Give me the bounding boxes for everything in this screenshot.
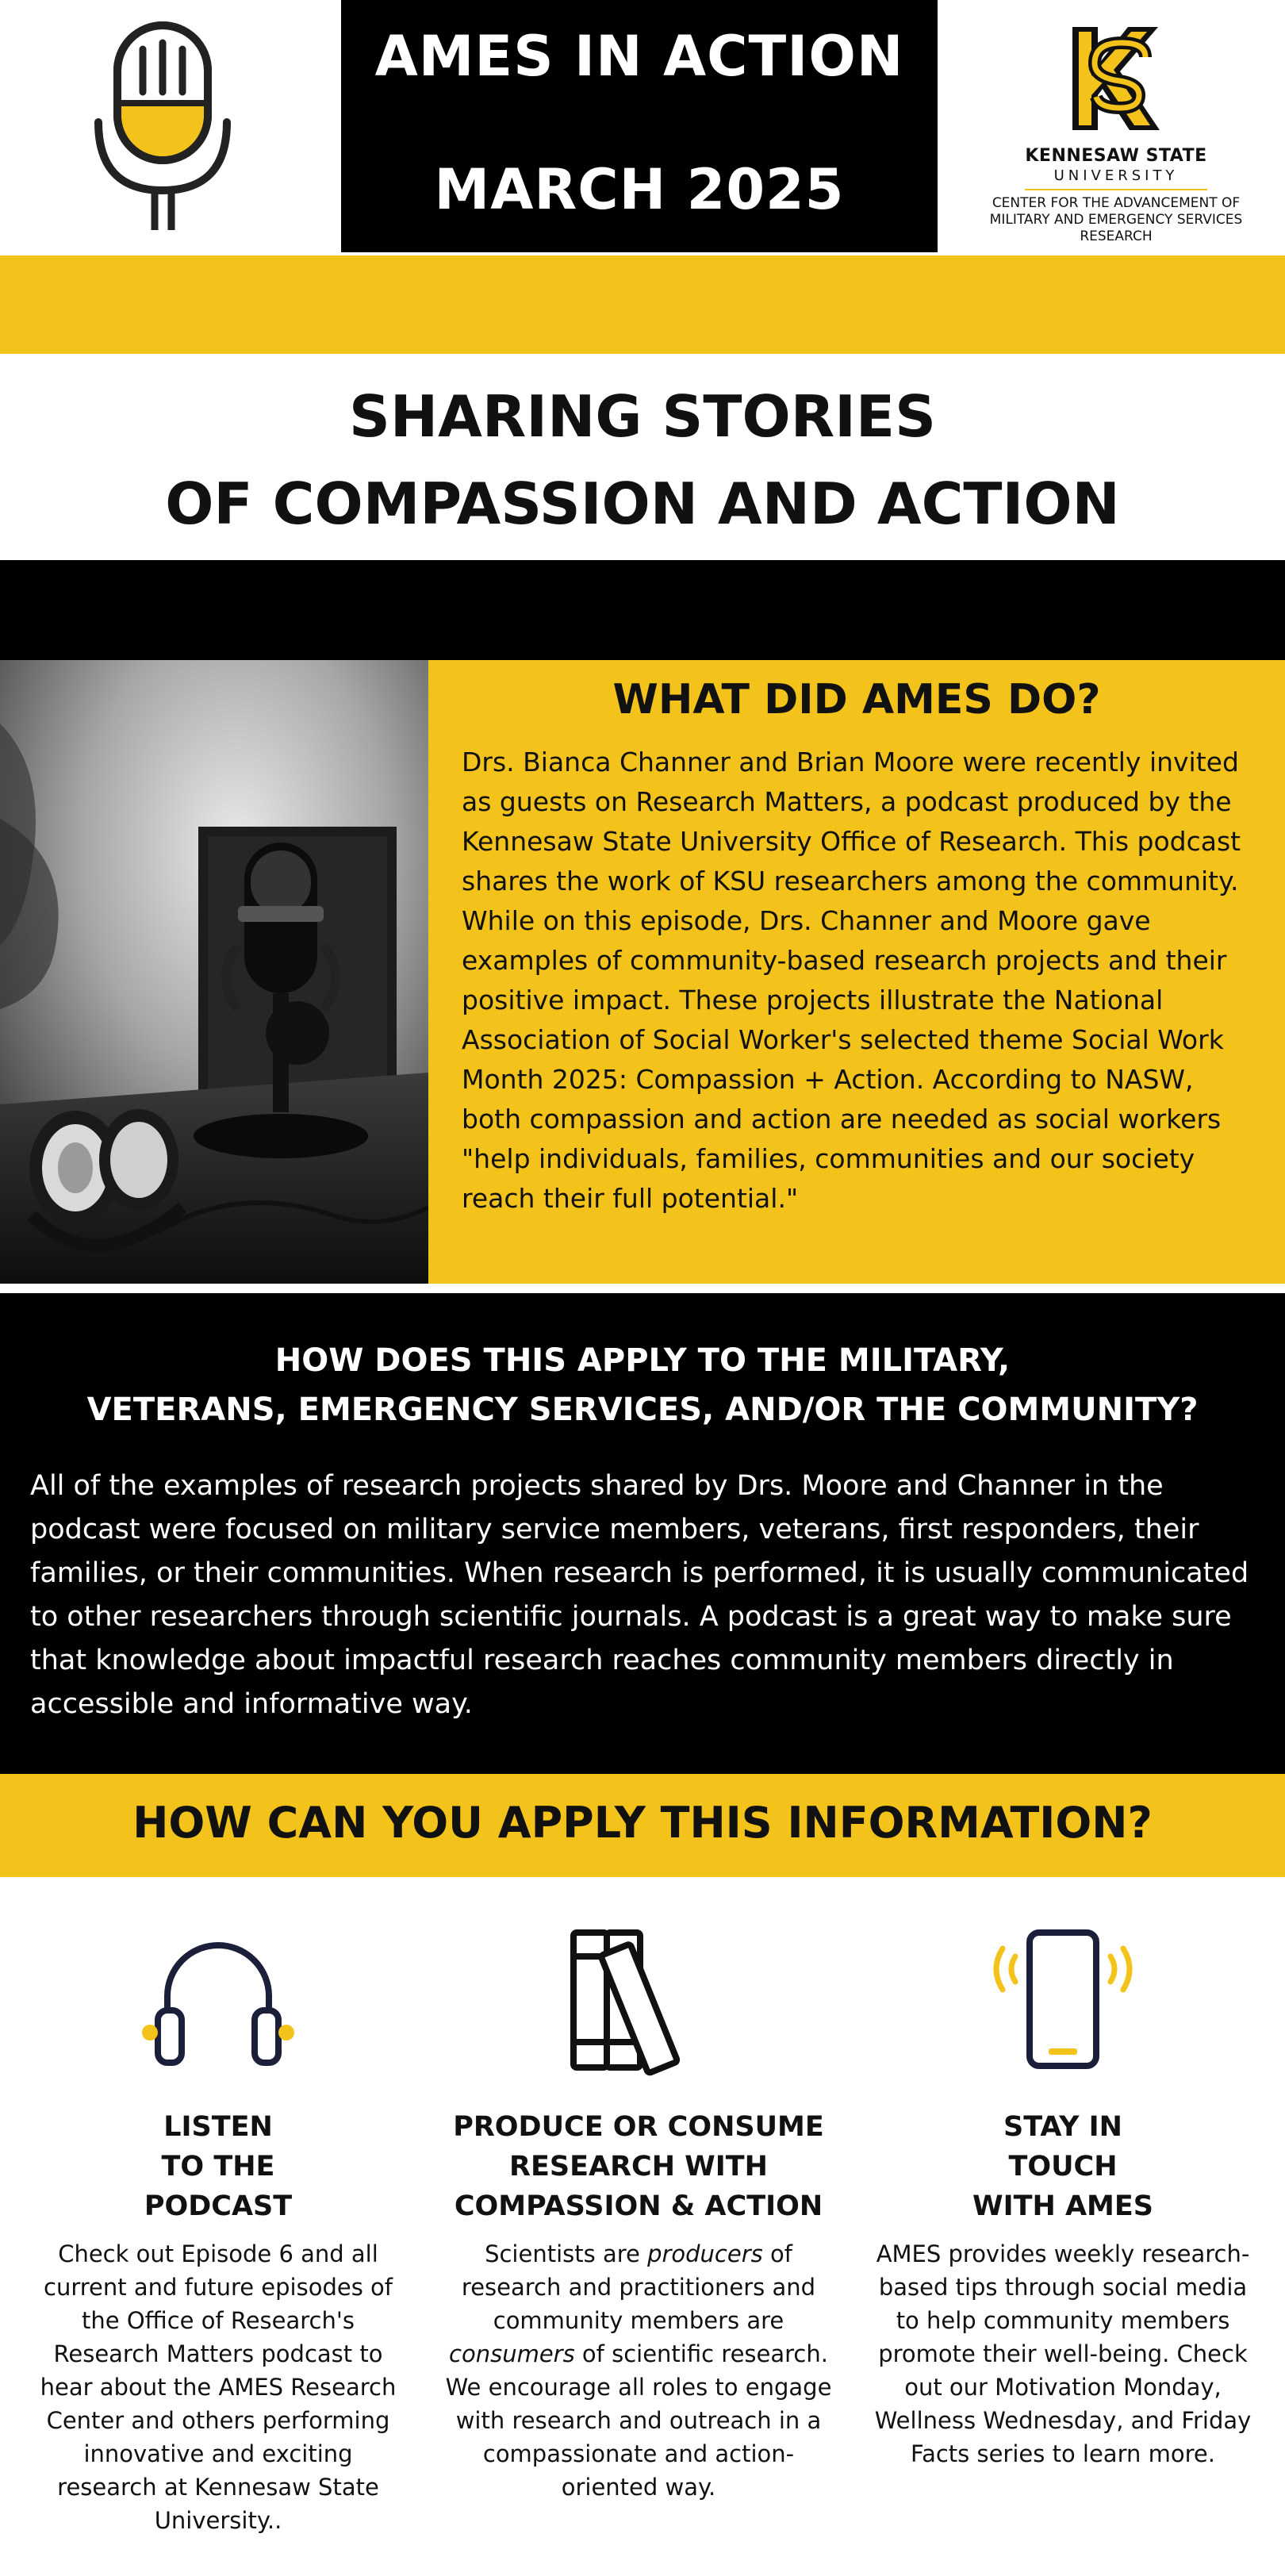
- column-produce-title-line-2: RESEARCH WITH: [509, 2151, 768, 2182]
- apply-you-heading: HOW CAN YOU APPLY THIS INFORMATION?: [132, 1798, 1153, 1848]
- ksu-logo: [969, 19, 1263, 244]
- apply-military-heading: [0, 1336, 1285, 1434]
- header: [0, 0, 1285, 252]
- column-stay-title-line-2: TOUCH: [1008, 2151, 1118, 2182]
- white-divider: [0, 1284, 1285, 1293]
- column-produce-body: [444, 2237, 833, 2504]
- newsletter-date: MARCH 2025: [434, 157, 845, 222]
- apply-military-heading-line-1: HOW DOES THIS APPLY TO THE MILITARY,: [274, 1342, 1011, 1379]
- column-listen-title: [32, 2107, 405, 2226]
- logo-university-name: KENNESAW STATE: [1025, 146, 1207, 166]
- logo-university-word: UNIVERSITY: [1053, 167, 1179, 184]
- column-listen: [32, 1904, 405, 2555]
- produce-body-part-3: of research and practitioners and community members are: [461, 2240, 816, 2334]
- title-block: [341, 0, 938, 252]
- page-headline: [0, 373, 1285, 547]
- logo-divider: [1025, 189, 1207, 190]
- newsletter-title: AMES IN ACTION: [374, 24, 904, 89]
- column-listen-title-line-2: TO THE: [161, 2151, 275, 2182]
- produce-body-part-5: of scientific research. We encourage all roles to engage with research and outreach in a compassionate and action-oriented way.: [445, 2340, 832, 2501]
- books-icon: [559, 1920, 718, 2082]
- headline-line-2: OF COMPASSION AND ACTION: [165, 470, 1120, 537]
- column-stay-in-touch: [873, 1904, 1253, 2555]
- headphones-icon: [139, 1920, 297, 2082]
- column-listen-title-line-3: PODCAST: [144, 2190, 293, 2222]
- consumers-word: consumers: [449, 2340, 575, 2367]
- column-stay-body: AMES provides weekly research-based tips through social media to help community members promote their well-being. Check out our Motivation Monday, Wellness Wednesday, and Friday Facts series to learn more.: [874, 2240, 1252, 2467]
- what-did-ames-do-section: [428, 660, 1285, 1284]
- column-listen-body: Check out Episode 6 and all current and future episodes of the Office of Research's Research Matters podcast to hear about the AMES Research Center and others performing innovative and exciting research at Kennesaw State University..: [40, 2240, 397, 2534]
- column-produce-consume: [444, 1904, 833, 2555]
- what-heading: WHAT DID AMES DO?: [612, 676, 1101, 724]
- apply-military-body: All of the examples of research projects shared by Drs. Moore and Channer in the podcast were focused on military service members, veterans, first responders, their families, or their communities. When research is performed, it is usually communicated to other researchers through scientific journals. A podcast is a great way to make sure that knowledge about impactful research reaches community members directly in accessible and informative way.: [30, 1470, 1249, 1720]
- phone-ringing-icon: [984, 1920, 1142, 2082]
- column-produce-title: [444, 2107, 833, 2226]
- logo-center-name: CENTER FOR THE ADVANCEMENT OF MILITARY AND EMERGENCY SERVICES RESEARCH: [989, 195, 1243, 244]
- column-stay-title-line-3: WITH AMES: [972, 2190, 1153, 2222]
- headline-line-1: SHARING STORIES: [349, 383, 936, 450]
- ksu-monogram-icon: [1057, 19, 1176, 138]
- column-stay-title: [873, 2107, 1253, 2226]
- microphone-icon: [87, 19, 238, 233]
- producers-word: producers: [647, 2240, 763, 2267]
- column-produce-title-line-1: PRODUCE OR CONSUME: [453, 2111, 824, 2143]
- column-listen-title-line-1: LISTEN: [163, 2111, 273, 2143]
- apply-military-heading-line-2: VETERANS, EMERGENCY SERVICES, AND/OR THE COMMUNITY?: [86, 1392, 1199, 1428]
- produce-body-part-1: Scientists are: [485, 2240, 648, 2267]
- yellow-divider-band: [0, 255, 1285, 354]
- column-produce-title-line-3: COMPASSION & ACTION: [454, 2190, 823, 2222]
- black-divider-band: [0, 560, 1285, 660]
- apply-military-section: [0, 1293, 1285, 1774]
- column-stay-title-line-1: STAY IN: [1003, 2111, 1122, 2143]
- what-body: Drs. Bianca Channer and Brian Moore were recently invited as guests on Research Matters, a podcast produced by the Kennesaw State University Office of Research. This podcast shares the work of KSU researchers among the community. While on this episode, Drs. Channer and Moore gave examples of community-based research projects and their positive impact. These projects illustrate the National Association of Social Worker's selected theme Social Work Month 2025: Compassion + Action. According to NASW, both compassion and action are needed as social workers "help individuals, families, communities and our society reach their full potential.": [462, 747, 1241, 1214]
- podcast-equipment-photo: [0, 660, 428, 1284]
- apply-you-band: [0, 1774, 1285, 1877]
